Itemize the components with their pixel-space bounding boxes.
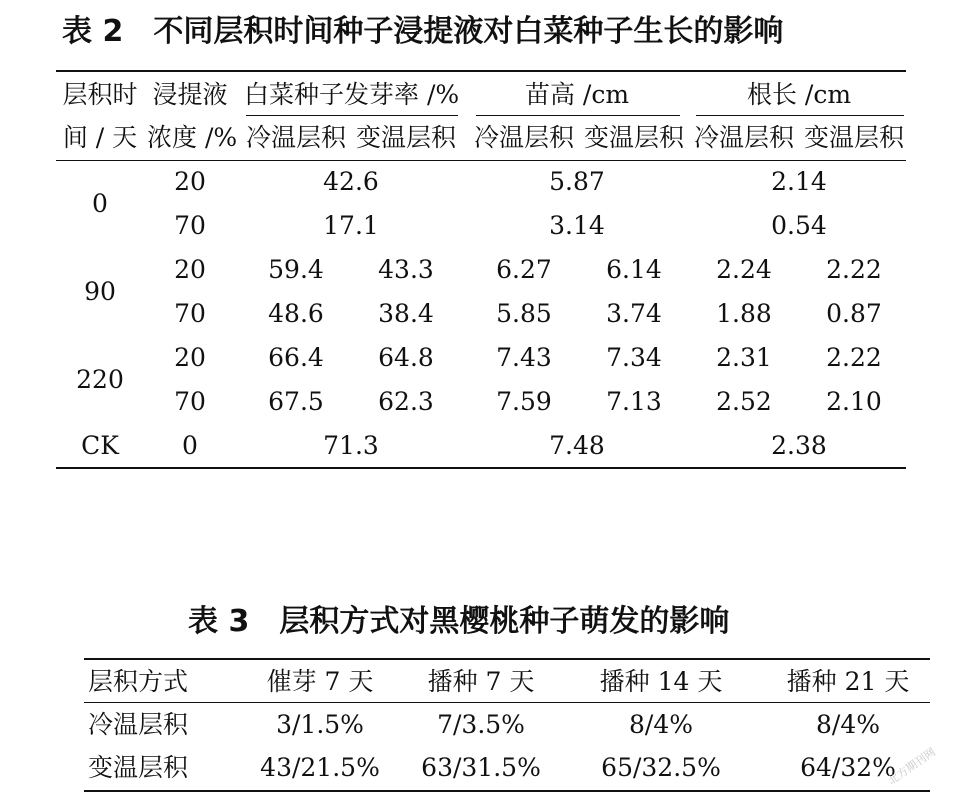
table3-caption: 表 3 层积方式对黑樱桃种子萌发的影响 bbox=[188, 604, 730, 639]
t3-header-col: 播种 21 天 bbox=[786, 667, 910, 696]
t2-germ-var-cell: 38.4 bbox=[378, 299, 434, 328]
t3-cell: 3/1.5% bbox=[276, 710, 364, 739]
t3-header-col: 播种 14 天 bbox=[599, 667, 723, 696]
t2-root-underline bbox=[696, 115, 904, 116]
t2-control-root: 2.38 bbox=[771, 431, 827, 460]
t3-header-method: 层积方式 bbox=[88, 667, 189, 696]
t2-root-var-cell: 2.22 bbox=[826, 343, 882, 372]
t2-height-cell: 3.14 bbox=[549, 211, 605, 240]
t2-root-cold-cell: 2.24 bbox=[716, 255, 772, 284]
t3-header-col: 播种 7 天 bbox=[427, 667, 535, 696]
t2-header-germ-var: 变温层积 bbox=[355, 123, 456, 152]
t2-germ-var-cell: 62.3 bbox=[378, 387, 434, 416]
t2-germ-var-cell: 43.3 bbox=[378, 255, 434, 284]
t2-germ-cold-cell: 48.6 bbox=[268, 299, 324, 328]
t2-height-cell: 5.87 bbox=[549, 167, 605, 196]
t3-cell: 64/32% bbox=[800, 753, 896, 782]
t2-concentration-cell: 70 bbox=[174, 387, 206, 416]
t2-root-cell: 2.14 bbox=[771, 167, 827, 196]
t2-height-cold-cell: 6.27 bbox=[496, 255, 552, 284]
t3-header-col: 催芽 7 天 bbox=[266, 667, 374, 696]
watermark: 北方期刊网 bbox=[885, 745, 939, 788]
t2-header-period-2: 间 / 天 bbox=[62, 123, 138, 152]
t2-control-germination: 71.3 bbox=[323, 431, 379, 460]
t2-concentration-cell: 20 bbox=[174, 255, 206, 284]
t2-header-height-var: 变温层积 bbox=[583, 123, 684, 152]
t2-control-height: 7.48 bbox=[549, 431, 605, 460]
t2-height-cold-cell: 7.43 bbox=[496, 343, 552, 372]
t2-period-cell: 90 bbox=[84, 277, 116, 306]
t3-cell: 43/21.5% bbox=[260, 753, 380, 782]
t2-header-height: 苗高 /cm bbox=[524, 80, 630, 109]
t2-header-germ-cold: 冷温层积 bbox=[245, 123, 346, 152]
t2-root-cell: 0.54 bbox=[771, 211, 827, 240]
t2-height-var-cell: 7.13 bbox=[606, 387, 662, 416]
t2-header-germination: 白菜种子发芽率 /% bbox=[244, 80, 460, 109]
t2-height-var-cell: 3.74 bbox=[606, 299, 662, 328]
t3-row-method: 冷温层积 bbox=[88, 710, 189, 739]
t2-header-concentration-2: 浓度 /% bbox=[147, 123, 238, 152]
t2-germination-underline bbox=[246, 115, 458, 116]
t2-root-cold-cell: 1.88 bbox=[716, 299, 772, 328]
t2-germination-cell: 42.6 bbox=[323, 167, 379, 196]
t2-height-var-cell: 7.34 bbox=[606, 343, 662, 372]
t2-concentration-cell: 20 bbox=[174, 167, 206, 196]
t2-root-cold-cell: 2.52 bbox=[716, 387, 772, 416]
t2-root-var-cell: 2.22 bbox=[826, 255, 882, 284]
t2-header-root-cold: 冷温层积 bbox=[693, 123, 794, 152]
t2-control-period: CK bbox=[81, 431, 119, 460]
table3-bottom-rule bbox=[84, 790, 930, 792]
t2-header-root-var: 变温层积 bbox=[803, 123, 904, 152]
t2-height-var-cell: 6.14 bbox=[606, 255, 662, 284]
table2-bottom-rule bbox=[56, 467, 906, 469]
t2-header-concentration-1: 浸提液 bbox=[152, 80, 228, 109]
t2-height-underline bbox=[476, 115, 680, 116]
t2-period-cell: 220 bbox=[76, 365, 124, 394]
t3-cell: 65/32.5% bbox=[601, 753, 721, 782]
t2-period-cell: 0 bbox=[92, 189, 108, 218]
t3-cell: 8/4% bbox=[816, 710, 880, 739]
table3-top-rule bbox=[84, 658, 930, 660]
t3-cell: 7/3.5% bbox=[437, 710, 525, 739]
t2-header-period-1: 层积时 bbox=[62, 80, 138, 109]
t2-header-height-cold: 冷温层积 bbox=[473, 123, 574, 152]
t2-root-var-cell: 2.10 bbox=[826, 387, 882, 416]
t3-cell: 8/4% bbox=[629, 710, 693, 739]
t2-germ-var-cell: 64.8 bbox=[378, 343, 434, 372]
t2-height-cold-cell: 7.59 bbox=[496, 387, 552, 416]
t2-germination-cell: 17.1 bbox=[323, 211, 379, 240]
table2-top-rule bbox=[56, 70, 906, 72]
t2-concentration-cell: 70 bbox=[174, 211, 206, 240]
table2-header-rule bbox=[56, 160, 906, 161]
t2-height-cold-cell: 5.85 bbox=[496, 299, 552, 328]
t3-cell: 63/31.5% bbox=[421, 753, 541, 782]
t2-concentration-cell: 70 bbox=[174, 299, 206, 328]
table3-header-rule bbox=[84, 702, 930, 703]
t2-germ-cold-cell: 67.5 bbox=[268, 387, 324, 416]
t2-germ-cold-cell: 59.4 bbox=[268, 255, 324, 284]
t2-root-var-cell: 0.87 bbox=[826, 299, 882, 328]
t2-control-concentration: 0 bbox=[182, 431, 198, 460]
t2-germ-cold-cell: 66.4 bbox=[268, 343, 324, 372]
t2-header-root: 根长 /cm bbox=[746, 80, 852, 109]
t2-root-cold-cell: 2.31 bbox=[716, 343, 772, 372]
table2-caption: 表 2 不同层积时间种子浸提液对白菜种子生长的影响 bbox=[62, 14, 784, 49]
t3-row-method: 变温层积 bbox=[88, 753, 189, 782]
t2-concentration-cell: 20 bbox=[174, 343, 206, 372]
